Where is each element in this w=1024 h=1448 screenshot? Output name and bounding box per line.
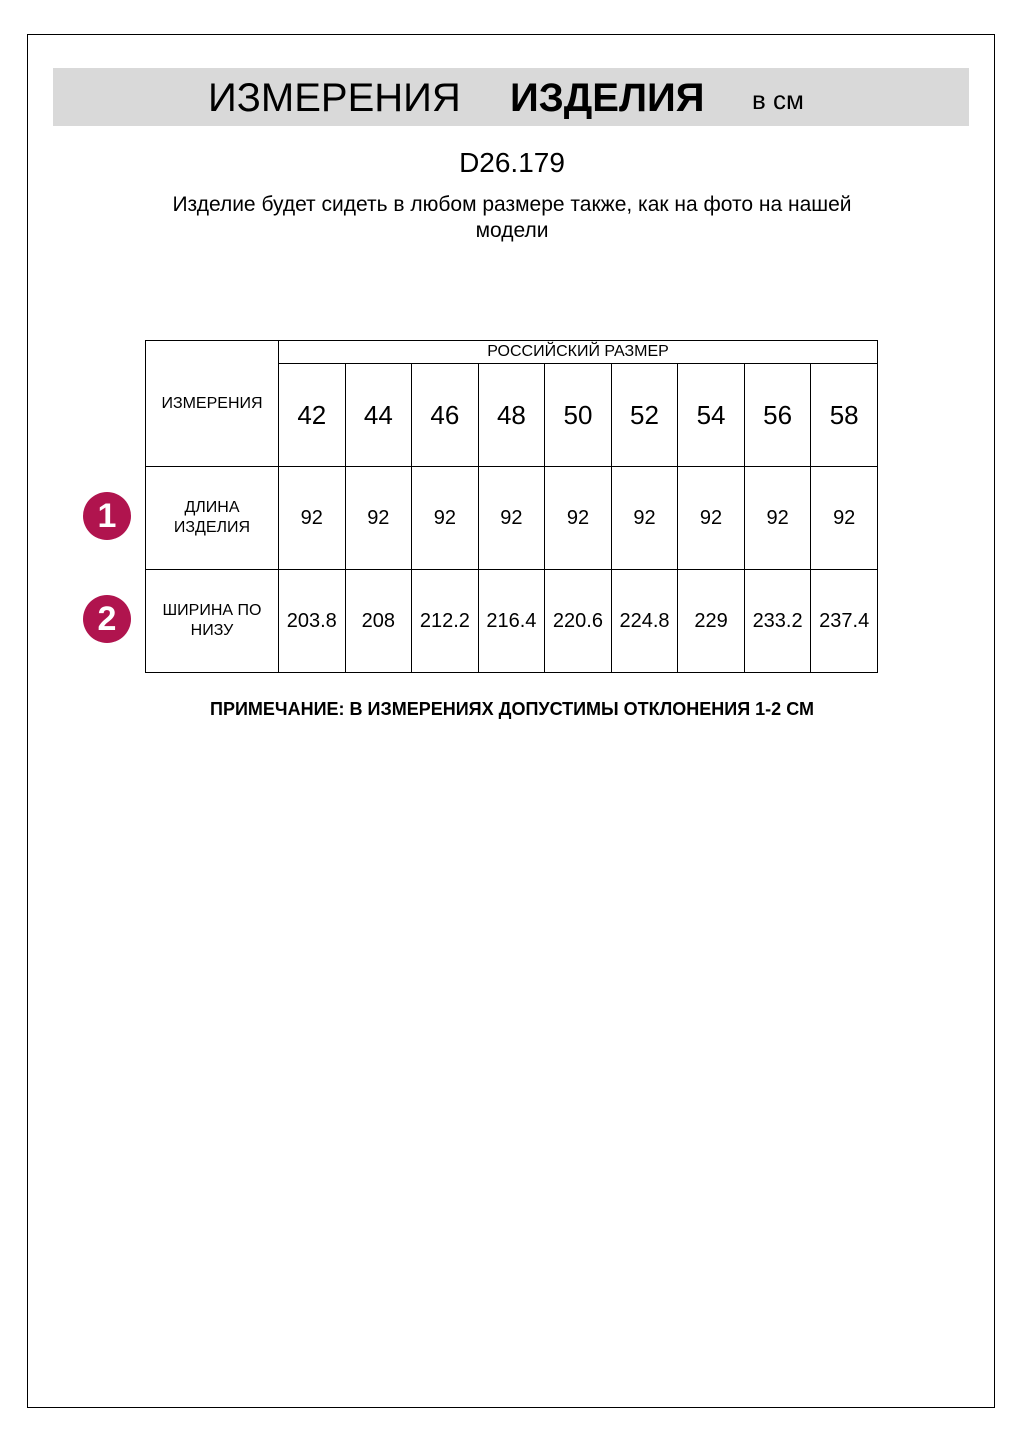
table-cell: 203.8 xyxy=(279,570,346,673)
table-cell: 233.2 xyxy=(744,570,811,673)
table-cell: 208 xyxy=(345,570,412,673)
table-cell: 216.4 xyxy=(478,570,545,673)
table-cell: 220.6 xyxy=(545,570,612,673)
table-cell: 224.8 xyxy=(611,570,678,673)
table-row xyxy=(146,570,878,673)
number-badge-1: 1 xyxy=(83,492,131,540)
tolerance-note: ПРИМЕЧАНИЕ: В ИЗМЕРЕНИЯХ ДОПУСТИМЫ ОТКЛОНЕНИЯ 1-2 СМ xyxy=(210,699,814,719)
table-cell: 92 xyxy=(478,467,545,570)
table-cell: 92 xyxy=(279,467,346,570)
row-label-length: ДЛИНА ИЗДЕЛИЯ xyxy=(146,467,279,570)
russian-size-header: РОССИЙСКИЙ РАЗМЕР xyxy=(279,341,878,364)
size-header: 54 xyxy=(678,364,745,467)
table-group-header-row xyxy=(146,341,878,364)
fit-note: Изделие будет сидеть в любом размере также, как на фото на нашей модели xyxy=(172,193,852,242)
table-cell: 237.4 xyxy=(811,570,878,673)
table-cell: 92 xyxy=(345,467,412,570)
number-badge-2: 2 xyxy=(83,595,131,643)
table-row xyxy=(146,467,878,570)
size-table xyxy=(145,340,878,673)
table-cell: 92 xyxy=(678,467,745,570)
size-header: 50 xyxy=(545,364,612,467)
table-cell: 229 xyxy=(678,570,745,673)
table-cell: 92 xyxy=(412,467,479,570)
article-number: D26.179 xyxy=(459,147,565,178)
size-header: 52 xyxy=(611,364,678,467)
page-title-unit: в см xyxy=(752,85,804,115)
table-cell: 92 xyxy=(811,467,878,570)
table-cell: 92 xyxy=(545,467,612,570)
table-cell: 212.2 xyxy=(412,570,479,673)
page-title-measurements: ИЗМЕРЕНИЯ xyxy=(208,76,461,120)
page-title-product: ИЗДЕЛИЯ xyxy=(510,76,705,120)
size-header: 42 xyxy=(279,364,346,467)
table-cell: 92 xyxy=(611,467,678,570)
size-header: 58 xyxy=(811,364,878,467)
measurements-header: ИЗМЕРЕНИЯ xyxy=(146,341,279,467)
size-header: 56 xyxy=(744,364,811,467)
row-label-hem-width: ШИРИНА ПО НИЗУ xyxy=(146,570,279,673)
size-header: 46 xyxy=(412,364,479,467)
size-header: 44 xyxy=(345,364,412,467)
table-cell: 92 xyxy=(744,467,811,570)
size-header: 48 xyxy=(478,364,545,467)
